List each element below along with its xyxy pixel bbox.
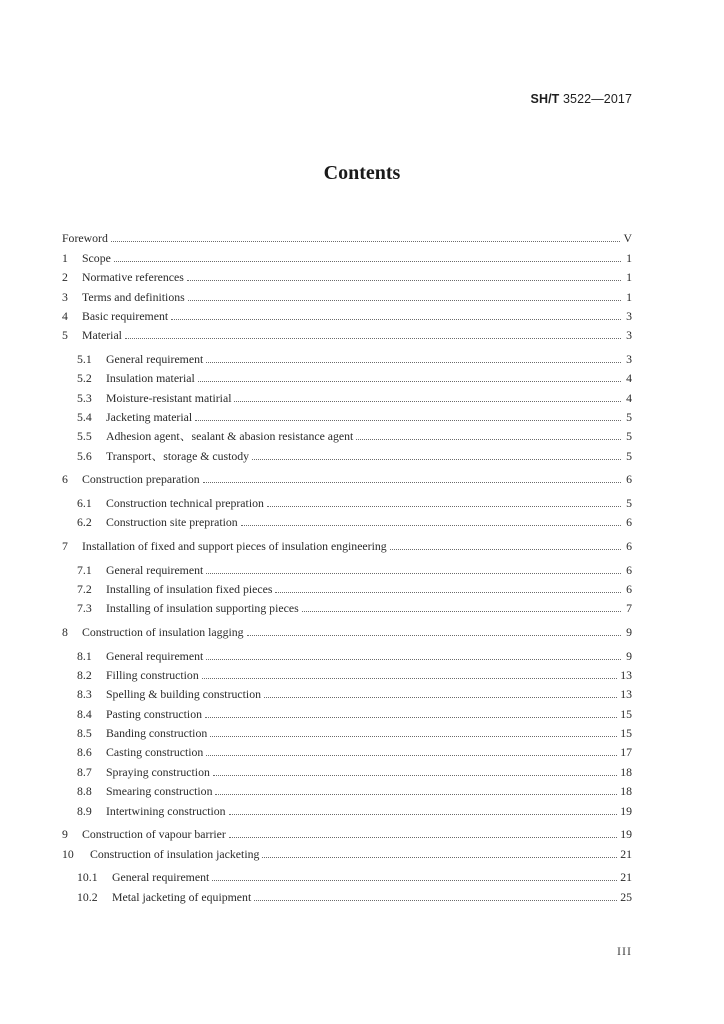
toc-entry-number: 5 xyxy=(62,328,68,343)
toc-entry-number: 3 xyxy=(62,289,68,304)
toc-dot-leader xyxy=(390,549,621,550)
toc-entry-title: Normative references xyxy=(82,270,184,285)
toc-entry[interactable] xyxy=(62,596,632,615)
toc-dot-leader xyxy=(206,659,621,660)
toc-entry-page: 1 xyxy=(626,270,632,285)
toc-entry[interactable] xyxy=(62,663,632,682)
toc-entry-page: 5 xyxy=(626,496,632,511)
toc-entry-title: Metal jacketing of equipment xyxy=(112,889,252,904)
toc-entry[interactable] xyxy=(62,865,632,884)
toc-entry-page: 3 xyxy=(626,308,632,323)
toc-dot-leader xyxy=(206,755,617,756)
toc-entry-number: 1 xyxy=(62,250,68,265)
toc-dot-leader xyxy=(241,525,621,526)
toc-entry-page: 5 xyxy=(626,429,632,444)
toc-entry-number: 8 xyxy=(62,624,68,639)
toc-entry-number: 5.1 xyxy=(77,351,92,366)
toc-entry[interactable] xyxy=(62,779,632,798)
toc-entry-number: 10.1 xyxy=(77,870,98,885)
toc-entry-title: Insulation material xyxy=(106,371,195,386)
toc-entry[interactable] xyxy=(62,443,632,462)
toc-dot-leader xyxy=(264,697,617,698)
toc-dot-leader xyxy=(247,635,621,636)
toc-entry-page: 21 xyxy=(620,870,632,885)
toc-entry[interactable] xyxy=(62,740,632,759)
toc-entry-page: 6 xyxy=(626,539,632,553)
toc-dot-leader xyxy=(302,611,621,612)
toc-entry-number: 8.3 xyxy=(77,687,92,702)
toc-dot-leader xyxy=(252,459,621,460)
toc-entry-page: 9 xyxy=(626,648,632,663)
toc-entry-number: 7.2 xyxy=(77,581,92,596)
toc-entry-title: Spraying construction xyxy=(106,764,210,779)
toc-entry-number: 7.3 xyxy=(77,601,92,616)
toc-entry-title: Spelling & building construction xyxy=(106,687,261,702)
toc-entry[interactable] xyxy=(62,323,632,342)
toc-entry-number: 5.2 xyxy=(77,371,92,386)
toc-entry[interactable] xyxy=(62,424,632,443)
toc-entry-title: Construction preparation xyxy=(82,472,200,487)
toc-dot-leader xyxy=(125,338,621,339)
toc-entry-number: 2 xyxy=(62,270,68,285)
toc-dot-leader xyxy=(205,717,617,718)
toc-entry-title: Banding construction xyxy=(106,726,208,741)
table-of-contents xyxy=(62,226,632,904)
toc-entry-page: 1 xyxy=(626,289,632,304)
toc-dot-leader xyxy=(229,814,618,815)
toc-entry-number: 8.7 xyxy=(77,764,92,779)
toc-entry-number: 8.9 xyxy=(77,803,92,818)
toc-entry[interactable] xyxy=(62,385,632,404)
toc-entry-title: Filling construction xyxy=(106,667,199,682)
toc-dot-leader xyxy=(229,837,617,838)
toc-entry[interactable] xyxy=(62,682,632,701)
toc-entry[interactable] xyxy=(62,620,632,639)
toc-entry-title: Scope xyxy=(82,250,111,265)
toc-entry-number: 8.5 xyxy=(77,726,92,741)
toc-entry-title: Installation of fixed and support pieces of insulation engineering xyxy=(82,539,387,553)
toc-entry[interactable] xyxy=(62,577,632,596)
toc-dot-leader xyxy=(212,880,617,881)
page-title: Contents xyxy=(323,162,401,184)
toc-entry-page: V xyxy=(623,231,632,246)
standard-code xyxy=(531,92,632,106)
toc-entry[interactable] xyxy=(62,822,632,841)
toc-entry[interactable] xyxy=(62,841,632,860)
toc-dot-leader xyxy=(254,900,617,901)
toc-dot-leader xyxy=(111,241,621,242)
toc-entry-page: 6 xyxy=(626,581,632,596)
toc-entry-page: 17 xyxy=(620,745,632,760)
toc-dot-leader xyxy=(206,362,621,363)
toc-entry-title: Material xyxy=(82,328,122,343)
toc-entry-number: 8.6 xyxy=(77,745,92,760)
toc-entry-page: 15 xyxy=(620,706,632,721)
toc-entry-page: 6 xyxy=(626,515,632,530)
toc-entry-page: 7 xyxy=(626,601,632,616)
toc-entry[interactable] xyxy=(62,347,632,366)
toc-dot-leader xyxy=(215,794,617,795)
toc-entry-page: 21 xyxy=(620,846,632,861)
toc-entry-number: 8.8 xyxy=(77,784,92,799)
toc-entry[interactable] xyxy=(62,467,632,486)
toc-entry[interactable] xyxy=(62,245,632,264)
toc-entry-page: 18 xyxy=(620,784,632,799)
toc-entry[interactable] xyxy=(62,759,632,778)
toc-entry-number: 8.2 xyxy=(77,667,92,682)
toc-dot-leader xyxy=(267,506,621,507)
toc-entry-number: 5.4 xyxy=(77,410,92,425)
toc-entry[interactable] xyxy=(62,226,632,245)
toc-entry[interactable] xyxy=(62,510,632,529)
toc-entry[interactable] xyxy=(62,701,632,720)
toc-entry[interactable] xyxy=(62,304,632,323)
toc-entry-page: 13 xyxy=(620,667,632,682)
toc-entry[interactable] xyxy=(62,557,632,576)
toc-entry-page: 9 xyxy=(626,624,632,639)
toc-entry-page: 3 xyxy=(626,328,632,343)
toc-entry[interactable] xyxy=(62,265,632,284)
toc-dot-leader xyxy=(206,573,621,574)
toc-entry-title: General requirement xyxy=(112,870,210,885)
toc-entry-page: 5 xyxy=(626,448,632,463)
toc-dot-leader xyxy=(213,775,617,776)
toc-entry-page: 13 xyxy=(620,687,632,702)
toc-dot-leader xyxy=(202,678,617,679)
toc-entry-title: Transport、storage & custody xyxy=(106,448,250,463)
toc-entry-title: Pasting construction xyxy=(106,706,203,721)
toc-entry-title: Installing of insulation fixed pieces xyxy=(106,581,273,596)
toc-entry-page: 4 xyxy=(626,390,632,405)
toc-entry-title: Moisture-resistant matirial xyxy=(106,390,232,405)
toc-entry-title: General requirement xyxy=(106,351,204,366)
toc-entry-title: Jacketing material xyxy=(106,410,193,425)
toc-entry[interactable] xyxy=(62,643,632,662)
toc-entry-title: Installing of insulation supporting pieces xyxy=(106,601,299,616)
toc-entry-number: 10.2 xyxy=(77,889,98,904)
toc-dot-leader xyxy=(234,401,621,402)
toc-entry-number: 7 xyxy=(62,539,68,553)
toc-entry-title: General requirement xyxy=(106,648,204,663)
toc-dot-leader xyxy=(275,592,621,593)
toc-entry-number: 5.5 xyxy=(77,429,92,444)
toc-dot-leader xyxy=(187,280,621,281)
toc-entry-page: 18 xyxy=(620,764,632,779)
toc-entry-title: General requirement xyxy=(106,562,204,577)
toc-entry-number: 7.1 xyxy=(77,562,92,577)
toc-entry[interactable] xyxy=(62,366,632,385)
standard-code-prefix: SH/T xyxy=(530,92,560,106)
toc-entry-number: 5.6 xyxy=(77,448,92,463)
toc-entry-number: 9 xyxy=(62,827,68,842)
toc-entry-title: Intertwining construction xyxy=(106,803,226,818)
toc-entry[interactable] xyxy=(62,534,632,553)
toc-entry[interactable] xyxy=(62,721,632,740)
standard-code-number: 3522—2017 xyxy=(562,92,632,106)
toc-dot-leader xyxy=(188,300,621,301)
toc-entry-page: 19 xyxy=(620,827,632,842)
toc-dot-leader xyxy=(356,439,621,440)
toc-entry[interactable] xyxy=(62,884,632,903)
toc-dot-leader xyxy=(171,319,621,320)
toc-entry-page: 6 xyxy=(626,472,632,487)
toc-dot-leader xyxy=(198,381,621,382)
toc-entry-number: 4 xyxy=(62,308,68,323)
toc-entry-title: Adhesion agent、sealant & abasion resistance agent xyxy=(106,429,354,444)
toc-dot-leader xyxy=(262,857,617,858)
toc-entry-number: 10 xyxy=(62,846,74,861)
toc-entry-title: Smearing construction xyxy=(106,784,213,799)
toc-entry-number: 6 xyxy=(62,472,68,487)
toc-entry-page: 1 xyxy=(626,250,632,265)
toc-entry-page: 4 xyxy=(626,371,632,386)
toc-entry[interactable] xyxy=(62,284,632,303)
toc-entry-page: 25 xyxy=(620,889,632,904)
toc-entry-title: Construction site prepration xyxy=(106,515,238,530)
toc-entry-title: Construction of insulation jacketing xyxy=(90,846,260,861)
toc-dot-leader xyxy=(114,261,621,262)
toc-entry-title: Basic requirement xyxy=(82,308,169,323)
toc-entry-number: 6.2 xyxy=(77,515,92,530)
toc-entry-page: 15 xyxy=(620,726,632,741)
toc-entry-number: 5.3 xyxy=(77,390,92,405)
toc-entry-title: Terms and definitions xyxy=(82,289,185,304)
toc-entry-number: 8.4 xyxy=(77,706,92,721)
toc-entry-number: 8.1 xyxy=(77,648,92,663)
toc-dot-leader xyxy=(195,420,621,421)
toc-entry-title: Foreword xyxy=(62,231,108,246)
toc-dot-leader xyxy=(210,736,617,737)
toc-entry-title: Construction technical prepration xyxy=(106,496,264,511)
toc-entry-page: 19 xyxy=(620,803,632,818)
toc-entry-title: Construction of vapour barrier xyxy=(82,827,226,842)
toc-dot-leader xyxy=(203,482,621,483)
toc-entry[interactable] xyxy=(62,798,632,817)
toc-entry[interactable] xyxy=(62,491,632,510)
toc-entry-title: Casting construction xyxy=(106,745,204,760)
toc-entry-page: 5 xyxy=(626,410,632,425)
toc-entry[interactable] xyxy=(62,405,632,424)
toc-entry-page: 6 xyxy=(626,562,632,577)
toc-entry-page: 3 xyxy=(626,351,632,366)
toc-entry-title: Construction of insulation lagging xyxy=(82,624,244,639)
page-number: III xyxy=(617,944,632,958)
toc-entry-number: 6.1 xyxy=(77,496,92,511)
